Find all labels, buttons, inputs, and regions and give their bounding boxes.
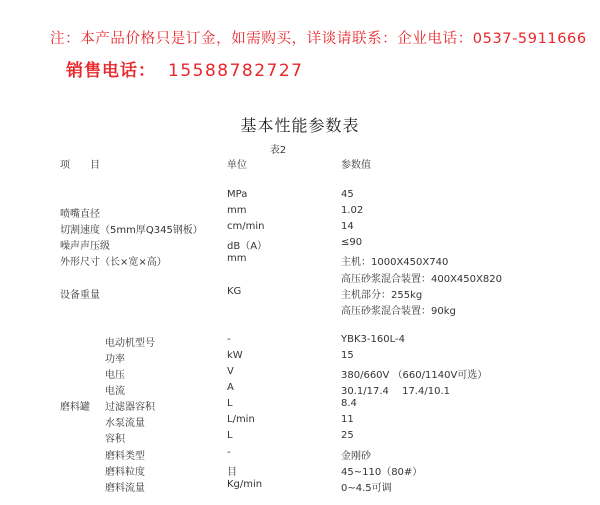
row-value: ≤90 bbox=[341, 237, 363, 248]
table-row bbox=[0, 221, 600, 235]
row-value: 14 bbox=[341, 221, 354, 232]
table-row bbox=[0, 237, 600, 251]
sales-phone-label: 销售电话： bbox=[66, 61, 156, 81]
row-value: 高压砂浆混合装置：90kg bbox=[341, 306, 456, 317]
row-unit: Kg/min bbox=[227, 479, 263, 490]
row-unit: L bbox=[227, 398, 233, 409]
row-subitem: 电动机型号 bbox=[105, 338, 155, 349]
row-item: 设备重量 bbox=[60, 290, 100, 301]
row-unit: V bbox=[227, 366, 234, 377]
row-value: 主机部分：255kg bbox=[341, 290, 423, 301]
row-value: 1.02 bbox=[341, 205, 364, 216]
column-header-item: 项 目 bbox=[60, 160, 100, 171]
table-row bbox=[0, 414, 600, 428]
table-row bbox=[0, 366, 600, 380]
table-row bbox=[0, 302, 600, 316]
table-title: 基本性能参数表 bbox=[240, 116, 360, 135]
row-unit: L/min bbox=[227, 414, 255, 425]
row-item: 磨料罐 bbox=[60, 402, 90, 413]
row-unit: - bbox=[227, 334, 231, 345]
row-subitem: 容积 bbox=[105, 434, 125, 445]
row-unit: kW bbox=[227, 350, 243, 361]
row-subitem: 功率 bbox=[105, 354, 125, 365]
price-notice: 注：本产品价格只是订金，如需购买，详谈请联系：企业电话：0537-5911666 bbox=[50, 31, 587, 47]
column-header-value: 参数值 bbox=[341, 160, 371, 171]
row-item: 噪声声压级 bbox=[60, 241, 110, 252]
row-unit: mm bbox=[227, 253, 247, 264]
table-row bbox=[0, 447, 600, 461]
table-row bbox=[0, 334, 600, 348]
row-item: 外形尺寸（长×宽×高） bbox=[60, 257, 167, 268]
row-unit: 目 bbox=[227, 467, 237, 478]
row-subitem: 磨料粒度 bbox=[105, 467, 145, 478]
row-value: 0~4.5可调 bbox=[341, 483, 392, 494]
row-unit: A bbox=[227, 382, 234, 393]
row-subitem: 电压 bbox=[105, 370, 125, 381]
table-caption: 表2 bbox=[269, 145, 287, 156]
row-value: 8.4 bbox=[341, 398, 357, 409]
table-row bbox=[0, 189, 600, 203]
row-value: 380/660V （660/1140V可选） bbox=[341, 370, 488, 381]
row-subitem: 水泵流量 bbox=[105, 418, 145, 429]
row-value: YBK3-160L-4 bbox=[341, 334, 405, 345]
sales-phone bbox=[66, 56, 303, 81]
row-value: 高压砂浆混合装置：400X450X820 bbox=[341, 274, 502, 285]
row-value: 45~110（80#） bbox=[341, 467, 423, 478]
table-row bbox=[0, 205, 600, 219]
table-row bbox=[0, 253, 600, 267]
table-row bbox=[0, 382, 600, 396]
row-value: 15 bbox=[341, 350, 354, 361]
table-row bbox=[0, 479, 600, 493]
table-row bbox=[0, 463, 600, 477]
row-subitem: 过滤器容积 bbox=[105, 402, 155, 413]
row-unit: MPa bbox=[227, 189, 248, 200]
row-subitem: 磨料流量 bbox=[105, 483, 145, 494]
row-value: 45 bbox=[341, 189, 354, 200]
row-subitem: 电流 bbox=[105, 386, 125, 397]
row-unit: - bbox=[227, 447, 231, 458]
row-item: 切割速度（5mm厚Q345钢板） bbox=[60, 225, 203, 236]
table-row bbox=[0, 270, 600, 284]
row-unit: cm/min bbox=[227, 221, 265, 232]
row-unit: mm bbox=[227, 205, 247, 216]
row-value: 11 bbox=[341, 414, 354, 425]
column-header-unit: 单位 bbox=[227, 160, 247, 171]
table-row bbox=[0, 286, 600, 300]
row-value: 25 bbox=[341, 430, 354, 441]
row-value: 30.1/17.4 17.4/10.1 bbox=[341, 386, 450, 397]
row-value: 主机：1000X450X740 bbox=[341, 257, 449, 268]
table-row bbox=[0, 350, 600, 364]
row-unit: L bbox=[227, 430, 233, 441]
row-value: 金刚砂 bbox=[341, 451, 371, 462]
row-unit: KG bbox=[227, 286, 242, 297]
row-item: 喷嘴直径 bbox=[60, 209, 100, 220]
table-row bbox=[0, 398, 600, 412]
sales-phone-number: 15588782727 bbox=[168, 61, 304, 81]
table-row bbox=[0, 430, 600, 444]
row-unit: dB（A） bbox=[227, 241, 268, 252]
table-header bbox=[0, 156, 600, 170]
row-subitem: 磨料类型 bbox=[105, 451, 145, 462]
